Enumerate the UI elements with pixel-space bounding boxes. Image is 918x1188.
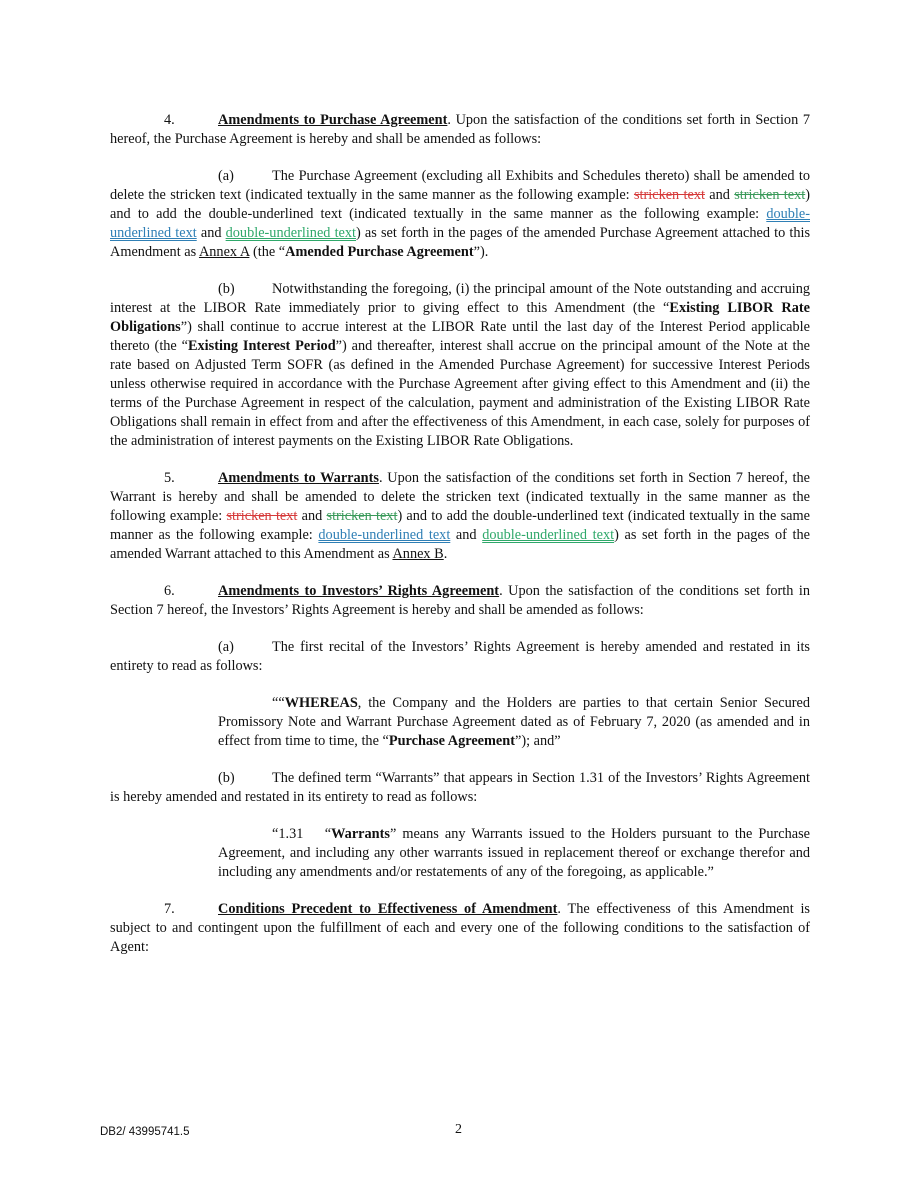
paragraph-text: . The effectiveness of this Amendment is subject to and contingent upon the fulfillment of each and every one of the following conditions to the satisfaction of Agent: [110, 901, 810, 955]
paragraph-text: ” means any Warrants issued to the Holders pursuant to the Purchase Agreement, and including any other warrants issued in replacement thereof or exchange therefor and including any amendments and/or restatements of any of the foregoing, as applicable.” [218, 826, 810, 880]
paragraph-text: and [450, 527, 483, 543]
paragraph-text: ) and to add the double-underlined text (indicated textually in the same manner as the following example: [110, 508, 810, 543]
quoted-definition [218, 825, 810, 882]
defined-term: Existing Interest Period [188, 338, 336, 354]
section-6a [110, 638, 810, 676]
defined-term: Purchase Agreement [388, 733, 515, 749]
paragraph-text: , the Company and the Holders are parties to that certain Senior Secured Promissory Note and Warrant Purchase Agreement dated as of February 7, 2020 (as amended and in effect from time to time, the “ [218, 695, 810, 749]
section-6-intro [110, 582, 810, 620]
document-page [110, 111, 810, 957]
document-id: DB2/ 43995741.5 [100, 1126, 190, 1138]
section-number: 7. [164, 901, 175, 917]
defined-term: Warrants [331, 826, 390, 842]
double-underlined-example-green: double-underlined text [482, 527, 615, 543]
quote-mark: ““ [272, 695, 285, 711]
paragraph-text: and [704, 187, 735, 203]
subsection-label: (a) [218, 168, 234, 184]
stricken-text-example-red: stricken text [633, 187, 705, 203]
annex-reference: Annex B [392, 546, 444, 562]
paragraph-text: . Upon the satisfaction of the conditions set forth in Section 7 hereof, the Investors’ Rights Agreement is hereby and shall be amended as follows: [110, 583, 811, 618]
stricken-text-example-green: stricken text [734, 187, 806, 203]
paragraph-text: ”); and” [514, 733, 561, 749]
defined-term: Amended Purchase Agreement [285, 244, 474, 260]
section-heading: Amendments to Investors’ Rights Agreement [218, 583, 500, 599]
paragraph-text: ) as set forth in the pages of the amended Purchase Agreement attached to this Amendment as [110, 225, 811, 260]
paragraph-text: . Upon the satisfaction of the conditions set forth in Section 7 hereof, the Warrant is hereby and shall be amended to delete the stricken text (indicated textually in the same manner as the following example: [110, 470, 810, 524]
paragraph-text: The defined term “Warrants” that appears in Section 1.31 of the Investors’ Rights Agreement is hereby amended and restated in its entirety to read as follows: [110, 770, 810, 805]
paragraph-text: The Purchase Agreement (excluding all Exhibits and Schedules thereto) shall be amended to delete the stricken text (indicated textually in the same manner as the following example: [110, 168, 810, 203]
section-heading: Amendments to Warrants [218, 470, 379, 486]
subsection-label: (b) [218, 281, 235, 297]
paragraph-text: and [196, 225, 226, 241]
paragraph-text: ”). [473, 244, 489, 260]
section-6b [110, 769, 810, 807]
annex-reference: Annex A [198, 244, 250, 260]
paragraph-text: ”) shall continue to accrue interest at the LIBOR Rate until the last day of the Interest Period applicable thereto (the “ [110, 319, 810, 354]
defined-term: WHEREAS [284, 695, 358, 711]
paragraph-text: and [297, 508, 327, 524]
section-4b [110, 280, 810, 451]
section-4a [110, 167, 810, 262]
section-number: 6. [164, 583, 175, 599]
double-underlined-example-green: double-underlined text [225, 225, 357, 241]
stricken-text-example-red: stricken text [226, 508, 298, 524]
paragraph-text: The first recital of the Investors’ Rights Agreement is hereby amended and restated in its entirety to read as follows: [110, 639, 810, 674]
double-underlined-example-blue: double-underlined text [318, 527, 451, 543]
section-number: 5. [164, 470, 175, 486]
quoted-recital [218, 694, 810, 751]
paragraph-text: ) and to add the double-underlined text (indicated textually in the same manner as the following example: [110, 187, 811, 222]
double-underlined-example-blue: double-underlined text [110, 206, 810, 241]
page-number: 2 [455, 1122, 462, 1137]
section-4-intro [110, 111, 810, 149]
paragraph-text: Notwithstanding the foregoing, (i) the principal amount of the Note outstanding and accruing interest at the LIBOR Rate immediately prior to giving effect to this Amendment (the “ [110, 281, 810, 316]
paragraph-text: ”) and thereafter, interest shall accrue on the principal amount of the Note at the rate based on Adjusted Term SOFR (as defined in the Amended Purchase Agreement) for successive Interest Periods unless otherwise required in accordance with the Purchase Agreement after giving effect to this Amendment and (ii) the terms of the Purchase Agreement in respect of the calculation, payment and administration of the Existing LIBOR Rate Obligations shall remain in effect from and after the effectiveness of this Amendment, in each case, solely for purposes of the administration of interest payments on the Existing LIBOR Rate Obligations. [110, 338, 811, 449]
paragraph-text: ) as set forth in the pages of the amended Warrant attached to this Amendment as [110, 527, 811, 562]
section-7 [110, 900, 810, 957]
stricken-text-example-green: stricken text [326, 508, 398, 524]
paragraph-text: (the “ [249, 244, 286, 260]
subsection-label: (a) [218, 639, 234, 655]
section-heading: Conditions Precedent to Effectiveness of Amendment [218, 901, 558, 917]
defined-term: Existing LIBOR Rate Obligations [110, 300, 810, 335]
subsection-label: (b) [218, 770, 235, 786]
paragraph-text: . [443, 546, 448, 562]
section-heading: Amendments to Purchase Agreement [218, 112, 448, 128]
section-text: . Upon the satisfaction of the conditions set forth in Section 7 hereof, the Purchase Agreement is hereby and shall be amended as follows: [110, 112, 810, 147]
section-5 [110, 469, 810, 564]
quote-mark: “1.31 “ [272, 826, 332, 842]
section-number: 4. [164, 112, 175, 128]
